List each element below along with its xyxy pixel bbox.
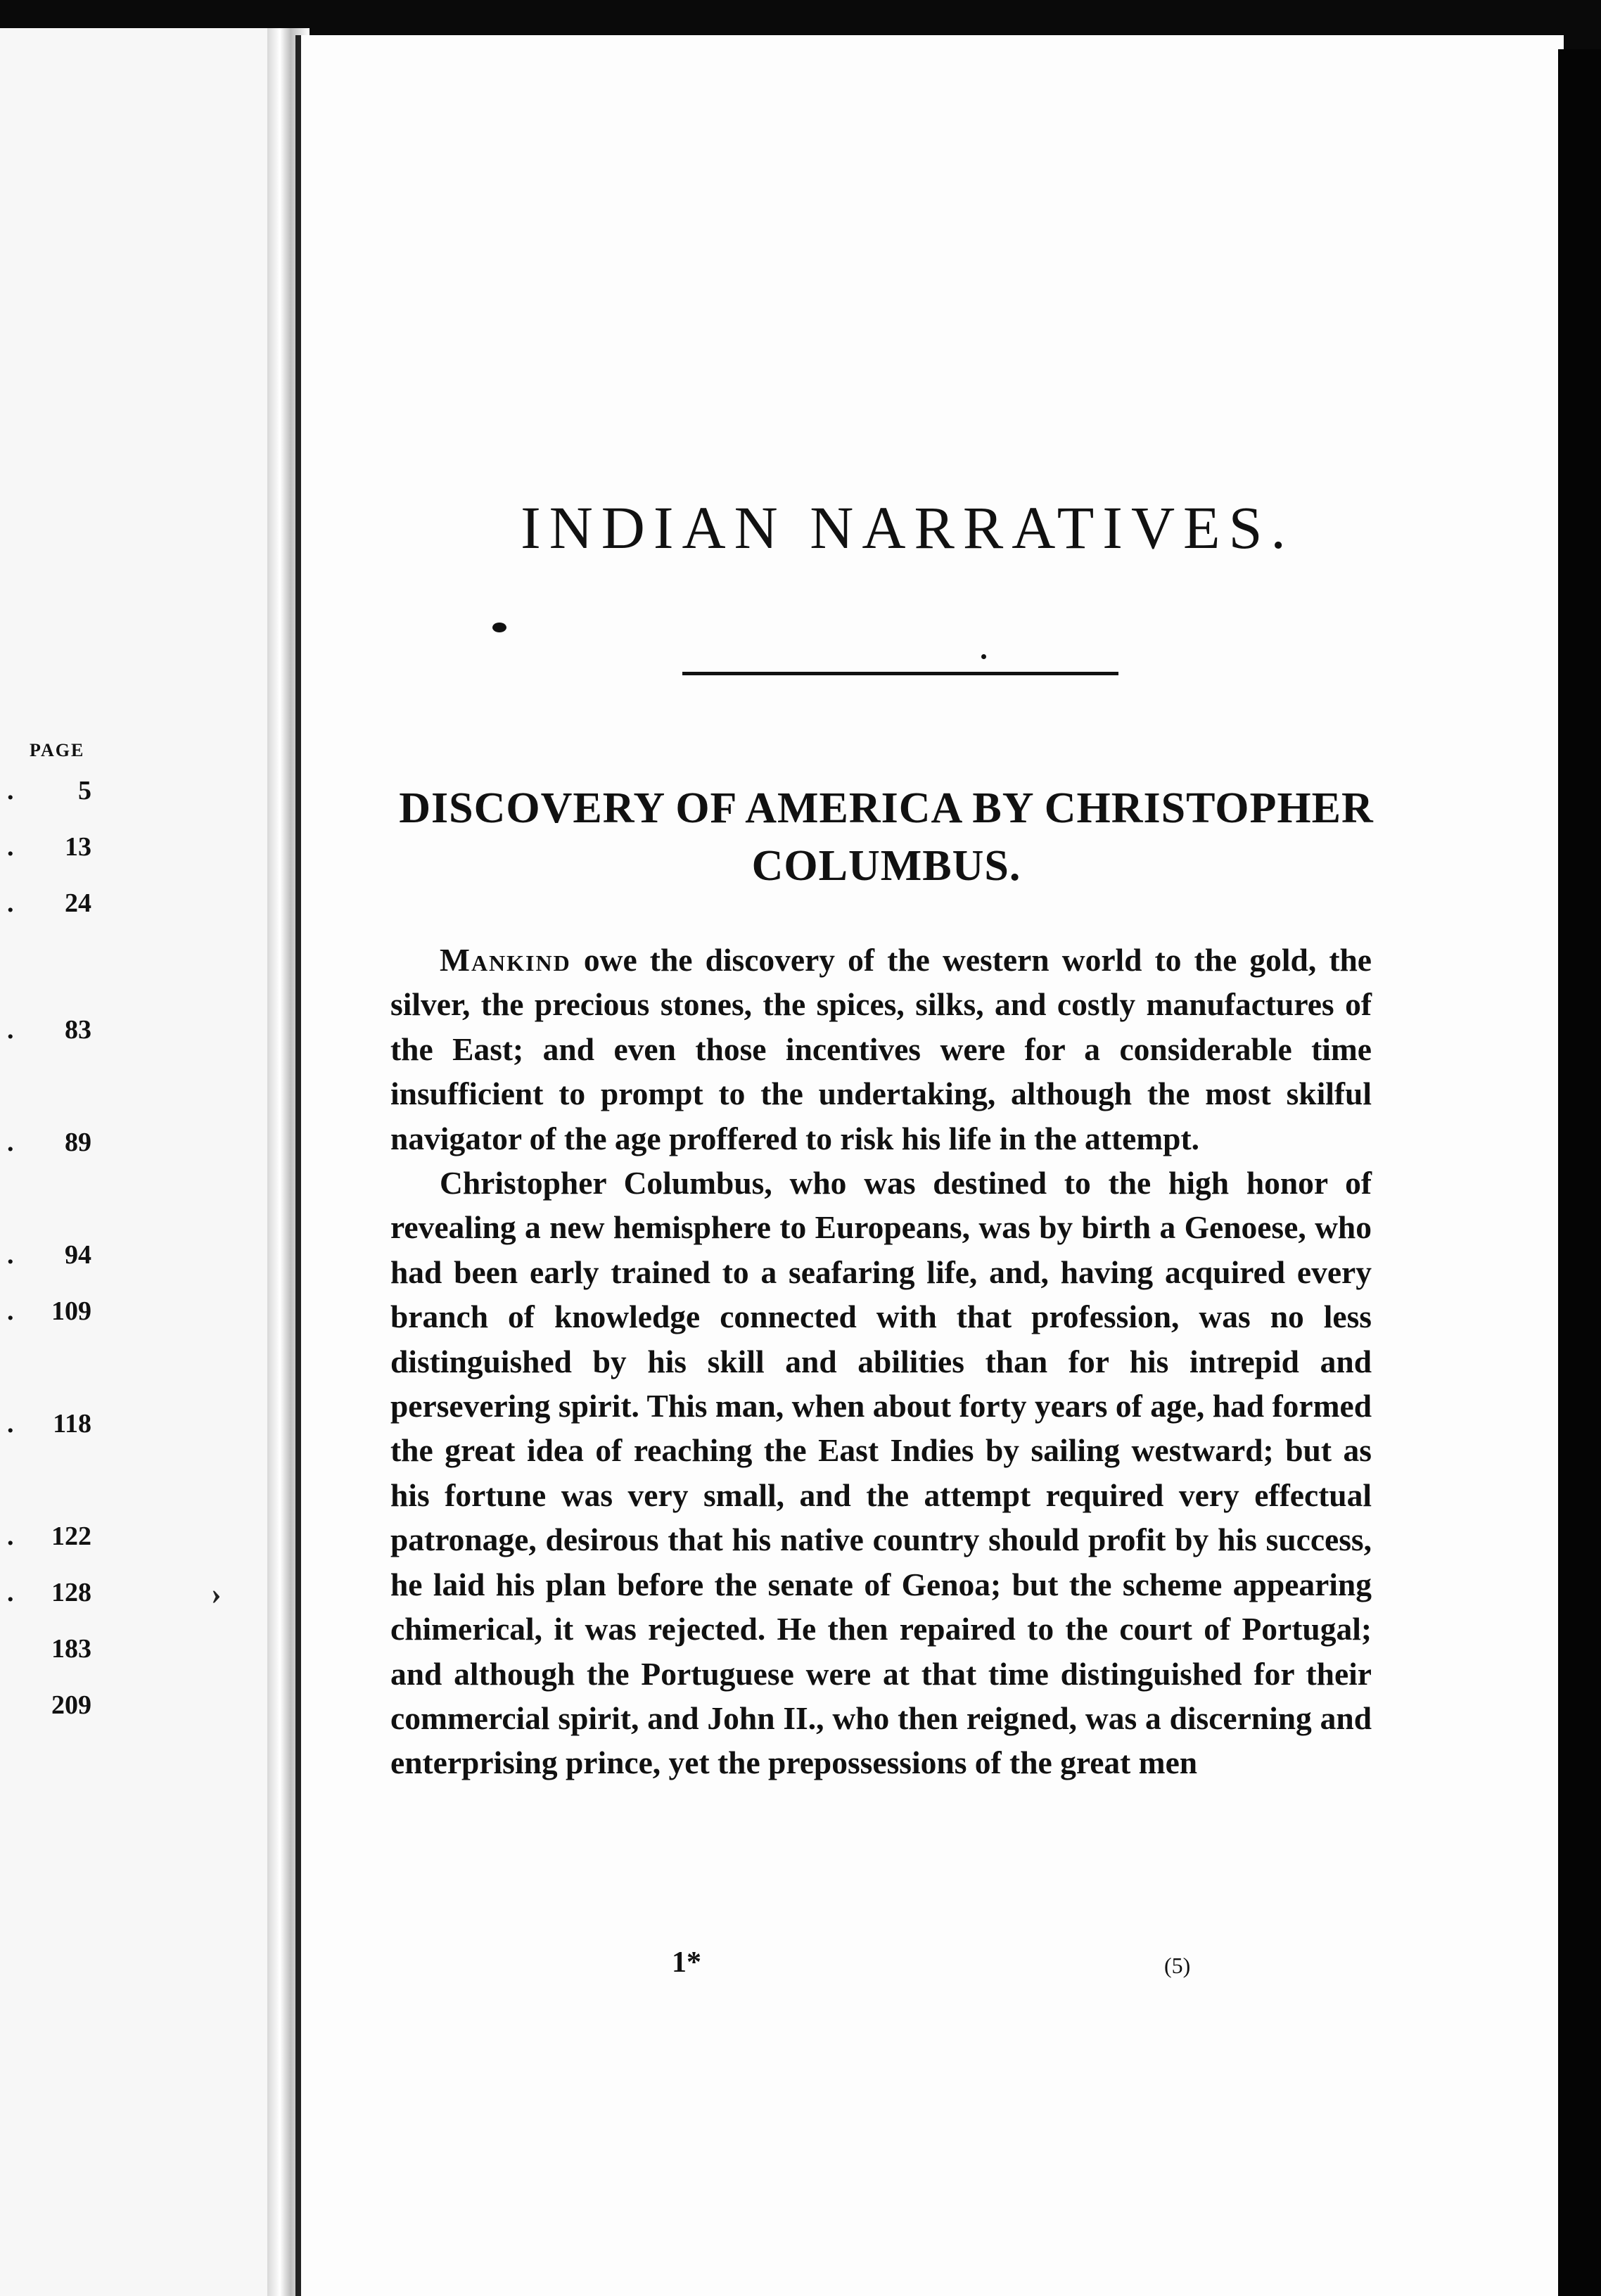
contents-page-number: 122: [51, 1522, 91, 1551]
leader-dot: .: [7, 1409, 14, 1439]
page-edge-shadow: [1558, 49, 1601, 2296]
contents-page-number: 5: [78, 776, 91, 805]
margin-mark: ›: [211, 1576, 222, 1611]
contents-page-number: 109: [51, 1296, 91, 1326]
title-rule-ornament: [981, 654, 986, 659]
leader-dot: .: [7, 1015, 14, 1045]
contents-page-number: 89: [65, 1128, 91, 1157]
contents-page-number: 118: [53, 1409, 91, 1439]
contents-page-number: 209: [51, 1690, 91, 1720]
leader-dot: .: [7, 1522, 14, 1551]
title-rule: [682, 672, 1118, 675]
book-title: INDIAN NARRATIVES.: [521, 494, 1294, 561]
chapter-title: DISCOVERY OF AMERICA BY CHRISTOPHER COLUMBUS.: [399, 784, 1374, 890]
contents-page-header: PAGE: [30, 740, 85, 760]
contents-page-number: 94: [65, 1240, 91, 1270]
leader-dot: .: [7, 1578, 14, 1607]
leader-dot: .: [7, 1240, 14, 1270]
leader-dot: .: [7, 776, 14, 805]
contents-page-number: 83: [65, 1015, 91, 1045]
leader-dot: .: [7, 1296, 14, 1326]
paragraph-text: Christopher Columbus, who was destined to the high honor of revealing a new hemisphere to Europeans, was by birth a Genoese, who had been early trained to a seafaring life, and, having acquired every branch of knowledge connected with that profession, was no less distinguished by his skill and abilities than for his intrepid and persevering spirit. This man, when about forty years of age, had formed the great idea of reaching the East Indies by sailing westward; but as his fortune was very small, and the attempt required very effectual patronage, desirous that his native country should profit by his success, he laid his plan before the senate of Genoa; but the scheme appearing chimerical, it was rejected. He then repaired to the court of Portugal; and although the Portuguese were at that time distinguished for their commercial spirit, and John II., who then reigned, was a discerning and enterprising prince, yet the prepossessions of the great men: [390, 1165, 1372, 1781]
leader-dot: .: [7, 832, 14, 862]
contents-page-number: 13: [65, 832, 91, 862]
paragraph-1: [390, 938, 1372, 1161]
paragraph-lead-word: Mankind: [440, 942, 571, 978]
contents-page-number: 24: [65, 888, 91, 918]
contents-page-number: 128: [51, 1578, 91, 1607]
signature-mark: 1*: [672, 1946, 701, 1979]
leader-dot: .: [7, 1128, 14, 1157]
paragraph-text: owe the discovery of the western world to the gold, the silver, the precious stones, the spices, silks, and costly manufactures of the East; and even those incentives were for a considerable time insufficient to prompt to the undertaking, although the most skilful navigator of the age proffered to risk his life in the attempt.: [390, 942, 1372, 1156]
left-page: [0, 28, 278, 2296]
leader-dot: .: [7, 888, 14, 918]
contents-page-number: 183: [51, 1634, 91, 1664]
paragraph-2: [390, 1161, 1372, 1785]
body-text: [390, 938, 1372, 1785]
page-number: (5): [1164, 1953, 1191, 1978]
ink-smudge: [492, 623, 506, 632]
